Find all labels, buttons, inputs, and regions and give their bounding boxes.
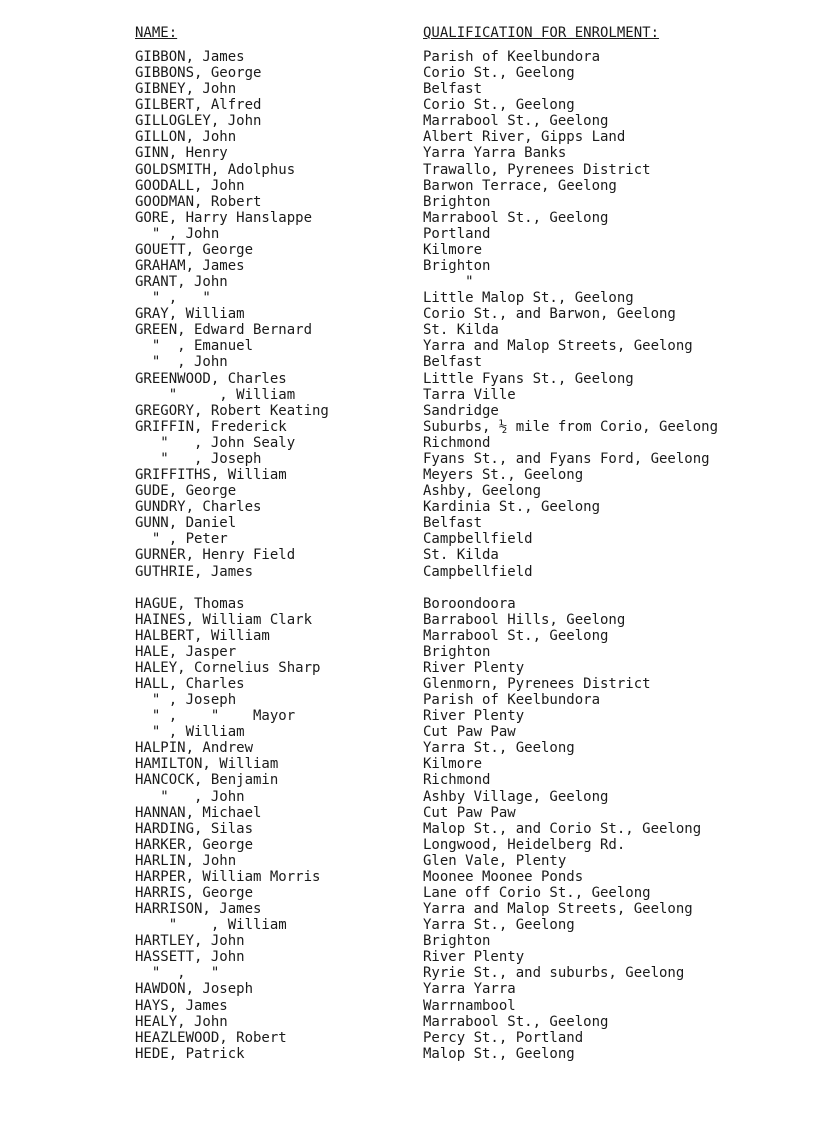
- elector-name: " , John: [135, 225, 220, 242]
- name-column-heading: NAME:: [135, 25, 178, 41]
- enrolment-qualification: Meyers St., Geelong: [423, 467, 584, 484]
- list-item: [0, 451, 816, 467]
- elector-name: " , John Sealy: [135, 434, 296, 451]
- list-item: [0, 258, 816, 274]
- list-item: [0, 145, 816, 161]
- elector-name: GILLON, John: [135, 129, 237, 146]
- elector-name: GOODALL, John: [135, 177, 245, 194]
- list-item: [0, 371, 816, 387]
- enrolment-qualification: Brighton: [423, 193, 491, 210]
- elector-name: GRAY, William: [135, 306, 245, 323]
- elector-name: HALBERT, William: [135, 627, 270, 644]
- list-item: [0, 869, 816, 885]
- enrolment-qualification: Percy St., Portland: [423, 1029, 584, 1046]
- elector-name: HANCOCK, Benjamin: [135, 772, 279, 789]
- list-item: [0, 403, 816, 419]
- enrolment-qualification: Barrabool Hills, Geelong: [423, 611, 626, 628]
- elector-name: GOUETT, George: [135, 241, 254, 258]
- elector-name: HARRISON, James: [135, 901, 262, 918]
- enrolment-qualification: Belfast: [423, 81, 483, 98]
- list-item: [0, 821, 816, 837]
- enrolment-qualification: Cut Paw Paw: [423, 804, 516, 821]
- enrolment-qualification: Yarra Yarra Banks: [423, 145, 567, 162]
- list-item: [0, 242, 816, 258]
- elector-name: GUDE, George: [135, 483, 237, 500]
- elector-name: GRIFFITHS, William: [135, 467, 287, 484]
- elector-name: HALL, Charles: [135, 675, 245, 692]
- list-item: [0, 178, 816, 194]
- enrolment-qualification: Ryrie St., and suburbs, Geelong: [423, 965, 685, 982]
- enrolment-qualification: Yarra Yarra: [423, 981, 516, 998]
- elector-name: HAINES, William Clark: [135, 611, 313, 628]
- enrolment-qualification: River Plenty: [423, 659, 525, 676]
- list-item: [0, 290, 816, 306]
- elector-name: HEAZLEWOOD, Robert: [135, 1029, 287, 1046]
- enrolment-qualification: Brighton: [423, 933, 491, 950]
- enrolment-qualification: Albert River, Gipps Land: [423, 129, 626, 146]
- list-item: [0, 338, 816, 354]
- list-item: [0, 419, 816, 435]
- enrolment-qualification: Campbellfield: [423, 563, 533, 580]
- list-item: [0, 933, 816, 949]
- elector-name: GRIFFIN, Frederick: [135, 418, 287, 435]
- list-item: [0, 949, 816, 965]
- list-item: [0, 708, 816, 724]
- list-item: [0, 226, 816, 242]
- elector-name: GINN, Henry: [135, 145, 228, 162]
- list-item: [0, 756, 816, 772]
- enrolment-qualification: Ashby, Geelong: [423, 483, 542, 500]
- elector-name: HAWDON, Joseph: [135, 981, 254, 998]
- list-item: [0, 531, 816, 547]
- list-item: [0, 692, 816, 708]
- elector-name: " , William: [135, 724, 245, 741]
- elector-name: " , John: [135, 354, 228, 371]
- group-separator: [0, 580, 816, 596]
- enrolment-qualification: Marrabool St., Geelong: [423, 113, 609, 130]
- list-item: [0, 965, 816, 981]
- enrolment-qualification: Fyans St., and Fyans Ford, Geelong: [423, 450, 710, 467]
- elector-name: GUNN, Daniel: [135, 515, 237, 532]
- enrolment-qualification: Marrabool St., Geelong: [423, 209, 609, 226]
- elector-name: " , William: [135, 386, 296, 403]
- enrolment-qualification: Little Fyans St., Geelong: [423, 370, 634, 387]
- enrolment-qualification: Kilmore: [423, 241, 483, 258]
- list-item: [0, 97, 816, 113]
- list-item: [0, 194, 816, 210]
- list-item: [0, 129, 816, 145]
- enrolment-qualification: Sandridge: [423, 402, 499, 419]
- elector-name: " , Joseph: [135, 450, 262, 467]
- qualification-column-heading: QUALIFICATION FOR ENROLMENT:: [423, 25, 660, 41]
- enrolment-qualification: Longwood, Heidelberg Rd.: [423, 836, 626, 853]
- list-item: [0, 660, 816, 676]
- elector-name: HARPER, William Morris: [135, 868, 321, 885]
- list-item: [0, 885, 816, 901]
- list-item: [0, 805, 816, 821]
- list-item: [0, 210, 816, 226]
- enrolment-qualification: Yarra St., Geelong: [423, 917, 575, 934]
- elector-name: " , ": [135, 290, 211, 307]
- elector-name: GRAHAM, James: [135, 258, 245, 275]
- enrolment-qualification: Belfast: [423, 354, 483, 371]
- elector-name: HASSETT, John: [135, 949, 245, 966]
- elector-name: " , Joseph: [135, 692, 237, 709]
- elector-name: HARLIN, John: [135, 852, 237, 869]
- elector-name: GOODMAN, Robert: [135, 193, 262, 210]
- list-item: [0, 981, 816, 997]
- list-item: [0, 1030, 816, 1046]
- enrolment-qualification: Campbellfield: [423, 531, 533, 548]
- elector-name: HARDING, Silas: [135, 820, 254, 837]
- list-item: [0, 853, 816, 869]
- list-item: [0, 644, 816, 660]
- elector-name: HARRIS, George: [135, 884, 254, 901]
- elector-name: GRANT, John: [135, 274, 228, 291]
- enrolment-qualification: Boroondoora: [423, 595, 516, 612]
- elector-name: GIBBONS, George: [135, 65, 262, 82]
- enrolment-qualification: St. Kilda: [423, 322, 499, 339]
- elector-name: GREENWOOD, Charles: [135, 370, 287, 387]
- enrolment-qualification: Glen Vale, Plenty: [423, 852, 567, 869]
- list-item: [0, 499, 816, 515]
- list-item: [0, 65, 816, 81]
- enrolment-qualification: Yarra St., Geelong: [423, 740, 575, 757]
- list-item: [0, 274, 816, 290]
- elector-name: GIBNEY, John: [135, 81, 237, 98]
- list-item: [0, 322, 816, 338]
- list-item: [0, 676, 816, 692]
- elector-name: HANNAN, Michael: [135, 804, 262, 821]
- list-item: [0, 998, 816, 1014]
- enrolment-qualification: Cut Paw Paw: [423, 724, 516, 741]
- enrolment-qualification: Moonee Moonee Ponds: [423, 868, 584, 885]
- enrolment-qualification: Ashby Village, Geelong: [423, 788, 609, 805]
- list-item: [0, 81, 816, 97]
- enrolment-qualification: St. Kilda: [423, 547, 499, 564]
- list-item: [0, 49, 816, 65]
- list-item: [0, 515, 816, 531]
- enrolment-qualification: Lane off Corio St., Geelong: [423, 884, 651, 901]
- elector-name: HALPIN, Andrew: [135, 740, 254, 757]
- enrolment-qualification: Corio St., Geelong: [423, 65, 575, 82]
- list-item: [0, 483, 816, 499]
- enrolment-qualification: Trawallo, Pyrenees District: [423, 161, 651, 178]
- enrolment-qualification: Corio St., and Barwon, Geelong: [423, 306, 676, 323]
- enrolment-qualification: Richmond: [423, 434, 491, 451]
- enrolment-qualification: Marrabool St., Geelong: [423, 627, 609, 644]
- enrolment-qualification: River Plenty: [423, 708, 525, 725]
- elector-name: GOLDSMITH, Adolphus: [135, 161, 296, 178]
- enrolment-qualification: Yarra and Malop Streets, Geelong: [423, 338, 693, 355]
- enrolment-qualification: Portland: [423, 225, 491, 242]
- enrolment-qualification: Marrabool St., Geelong: [423, 1013, 609, 1030]
- enrolment-qualification: Kilmore: [423, 756, 483, 773]
- enrolment-qualification: Parish of Keelbundora: [423, 692, 601, 709]
- elector-name: HARTLEY, John: [135, 933, 245, 950]
- elector-name: HEALY, John: [135, 1013, 228, 1030]
- list-item: [0, 917, 816, 933]
- elector-name: HALEY, Cornelius Sharp: [135, 659, 321, 676]
- elector-name: GUNDRY, Charles: [135, 499, 262, 516]
- enrolment-qualification: Barwon Terrace, Geelong: [423, 177, 617, 194]
- elector-name: " , Peter: [135, 531, 228, 548]
- list-item: [0, 612, 816, 628]
- elector-name: " , " Mayor: [135, 708, 296, 725]
- list-item: [0, 435, 816, 451]
- list-item: [0, 837, 816, 853]
- elector-name: HAMILTON, William: [135, 756, 279, 773]
- enrolment-qualification: Belfast: [423, 515, 483, 532]
- enrolment-qualification: River Plenty: [423, 949, 525, 966]
- elector-name: GUTHRIE, James: [135, 563, 254, 580]
- elector-name: HAYS, James: [135, 997, 228, 1014]
- list-item: [0, 162, 816, 178]
- elector-name: GREEN, Edward Bernard: [135, 322, 313, 339]
- list-item: [0, 547, 816, 563]
- elector-name: HEDE, Patrick: [135, 1045, 245, 1062]
- list-item: [0, 564, 816, 580]
- list-item: [0, 789, 816, 805]
- elector-name: GILLOGLEY, John: [135, 113, 262, 130]
- enrolment-list: [0, 49, 816, 1062]
- list-item: [0, 724, 816, 740]
- elector-name: GIBBON, James: [135, 49, 245, 65]
- list-item: [0, 306, 816, 322]
- elector-name: HALE, Jasper: [135, 643, 237, 660]
- list-item: [0, 467, 816, 483]
- list-item: [0, 772, 816, 788]
- enrolment-qualification: ": [423, 274, 474, 291]
- elector-name: " , William: [135, 917, 287, 934]
- list-item: [0, 1014, 816, 1030]
- list-item: [0, 628, 816, 644]
- enrolment-qualification: Malop St., and Corio St., Geelong: [423, 820, 702, 837]
- elector-name: HARKER, George: [135, 836, 254, 853]
- enrolment-qualification: Warrnambool: [423, 997, 516, 1014]
- enrolment-qualification: Yarra and Malop Streets, Geelong: [423, 901, 693, 918]
- enrolment-qualification: Glenmorn, Pyrenees District: [423, 675, 651, 692]
- elector-name: GORE, Harry Hanslappe: [135, 209, 313, 226]
- list-item: [0, 901, 816, 917]
- elector-name: GURNER, Henry Field: [135, 547, 296, 564]
- list-item: [0, 387, 816, 403]
- enrolment-qualification: Parish of Keelbundora: [423, 49, 601, 65]
- list-item: [0, 740, 816, 756]
- list-item: [0, 596, 816, 612]
- enrolment-qualification: Brighton: [423, 643, 491, 660]
- enrolment-qualification: Tarra Ville: [423, 386, 516, 403]
- elector-name: " , Emanuel: [135, 338, 254, 355]
- enrolment-qualification: Little Malop St., Geelong: [423, 290, 634, 307]
- column-header: [0, 25, 816, 43]
- enrolment-qualification: Richmond: [423, 772, 491, 789]
- elector-name: HAGUE, Thomas: [135, 595, 245, 612]
- enrolment-qualification: Corio St., Geelong: [423, 97, 575, 114]
- list-item: [0, 113, 816, 129]
- enrolment-qualification: Kardinia St., Geelong: [423, 499, 601, 516]
- elector-name: GREGORY, Robert Keating: [135, 402, 329, 419]
- list-item: [0, 1046, 816, 1062]
- elector-name: " , John: [135, 788, 245, 805]
- enrolment-qualification: Brighton: [423, 258, 491, 275]
- list-item: [0, 354, 816, 370]
- enrolment-qualification: Malop St., Geelong: [423, 1045, 575, 1062]
- enrolment-qualification: Suburbs, ½ mile from Corio, Geelong: [423, 418, 719, 435]
- elector-name: GILBERT, Alfred: [135, 97, 262, 114]
- elector-name: " , ": [135, 965, 220, 982]
